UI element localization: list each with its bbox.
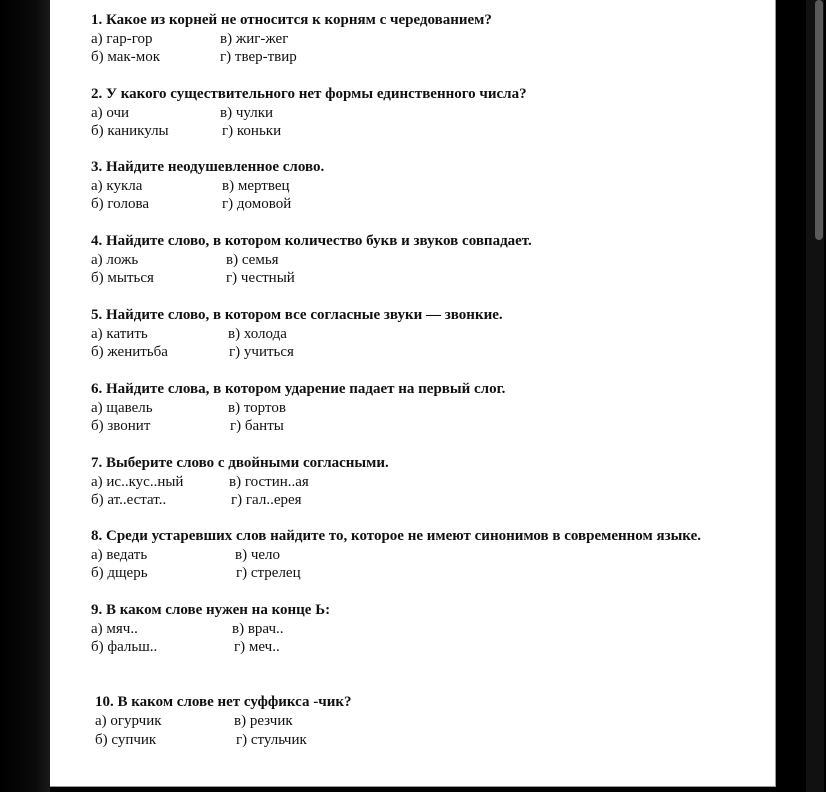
- option-d: г) домовой: [222, 196, 292, 212]
- option-c: в) чулки: [220, 105, 274, 121]
- option-c: в) гостин..ая: [229, 474, 309, 490]
- question-title: 3. Найдите неодушевленное слово.: [91, 159, 325, 175]
- option-a: а) ложь: [91, 252, 139, 268]
- option-a: а) ведать: [91, 547, 148, 563]
- option-c: в) чело: [235, 547, 281, 563]
- option-d: г) твер-твир: [220, 49, 297, 65]
- option-d: г) меч..: [234, 639, 280, 655]
- option-b: б) каникулы: [91, 123, 169, 139]
- option-c: в) резчик: [234, 713, 293, 729]
- option-b: б) дщерь: [91, 565, 148, 581]
- option-b: б) фальш..: [91, 639, 158, 655]
- option-a: а) гар-гор: [91, 31, 153, 47]
- question-title: 5. Найдите слово, в котором все согласные звуки — звонкие.: [91, 307, 503, 323]
- question-title: 1. Какое из корней не относится к корням с чередованием?: [91, 12, 492, 28]
- option-a: а) огурчик: [95, 713, 162, 729]
- question-title: 7. Выберите слово с двойными согласными.: [91, 455, 389, 471]
- option-d: г) честный: [226, 270, 295, 286]
- option-a: а) мяч..: [91, 621, 138, 637]
- option-b: б) звонит: [91, 418, 151, 434]
- question-title: 6. Найдите слова, в котором ударение падает на первый слог.: [91, 381, 506, 397]
- option-d: г) гал..ерея: [231, 492, 302, 508]
- option-d: г) стрелец: [236, 565, 301, 581]
- option-d: г) стульчик: [236, 732, 307, 748]
- option-c: в) жиг-жег: [220, 31, 289, 47]
- document-page: [50, 0, 776, 787]
- option-c: в) семья: [226, 252, 279, 268]
- option-d: г) учиться: [229, 344, 294, 360]
- option-b: б) мак-мок: [91, 49, 160, 65]
- option-b: б) ат..естат..: [91, 492, 167, 508]
- option-b: б) женитьба: [91, 344, 168, 360]
- question-title: 2. У какого существительного нет формы единственного числа?: [91, 86, 527, 102]
- option-a: а) катить: [91, 326, 148, 342]
- question-title: 9. В каком слове нужен на конце Ь:: [91, 602, 331, 618]
- option-a: а) щавель: [91, 400, 153, 416]
- question-title: 8. Среди устаревших слов найдите то, которое не имеют синонимов в современном языке.: [91, 528, 701, 544]
- question-title: 4. Найдите слово, в котором количество букв и звуков совпадает.: [91, 233, 532, 249]
- option-d: г) коньки: [222, 123, 282, 139]
- left-margin: [0, 0, 50, 792]
- option-c: в) мертвец: [222, 178, 290, 194]
- option-d: г) банты: [230, 418, 284, 434]
- option-c: в) холода: [228, 326, 287, 342]
- question-title: 10. В каком слове нет суффикса -чик?: [95, 694, 352, 710]
- option-b: б) голова: [91, 196, 149, 212]
- option-a: а) кукла: [91, 178, 143, 194]
- option-b: б) мыться: [91, 270, 154, 286]
- scrollbar-thumb[interactable]: [815, 0, 823, 240]
- option-a: а) ис..кус..ный: [91, 474, 184, 490]
- option-c: в) врач..: [232, 621, 284, 637]
- option-c: в) тортов: [228, 400, 286, 416]
- option-a: а) очи: [91, 105, 130, 121]
- option-b: б) супчик: [95, 732, 157, 748]
